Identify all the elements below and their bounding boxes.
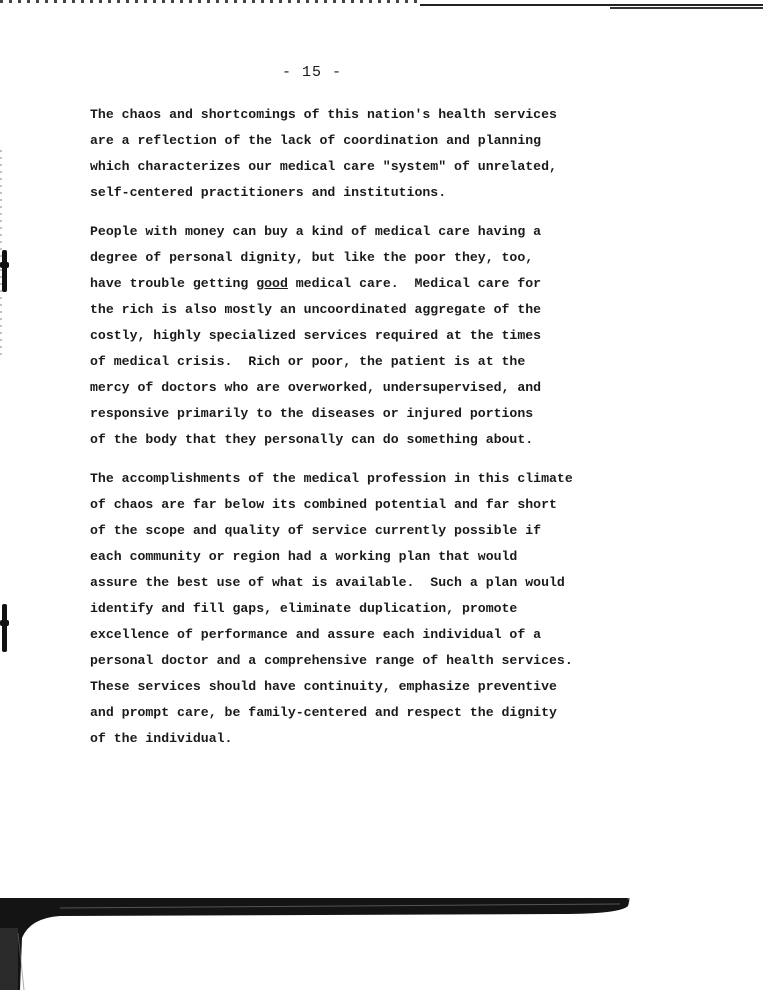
text-line: responsive primarily to the diseases or injured portions bbox=[90, 406, 534, 421]
text-line: The accomplishments of the medical profession in this climate bbox=[90, 471, 573, 486]
text-line: degree of personal dignity, but like the poor they, too, bbox=[90, 250, 534, 265]
text-line: of the scope and quality of service currently possible if bbox=[90, 523, 542, 538]
text-line: of the body that they personally can do something about. bbox=[90, 432, 534, 447]
paragraph bbox=[90, 102, 590, 206]
text-line: of chaos are far below its combined potential and far short bbox=[90, 497, 557, 512]
top-scan-edge bbox=[0, 0, 763, 12]
binding-mark-lower-tab bbox=[0, 620, 9, 626]
text-line: costly, highly specialized services required at the times bbox=[90, 328, 542, 343]
text-line: These services should have continuity, emphasize preventive bbox=[90, 679, 557, 694]
body-text bbox=[90, 102, 590, 765]
text-line: are a reflection of the lack of coordination and planning bbox=[90, 133, 542, 148]
text-line: The chaos and shortcomings of this nation's health services bbox=[90, 107, 557, 122]
page-number: - 15 - bbox=[282, 64, 343, 81]
paragraph bbox=[90, 466, 590, 752]
paragraph bbox=[90, 219, 590, 453]
scan-rule bbox=[420, 4, 763, 6]
text-line: personal doctor and a comprehensive range of health services. bbox=[90, 653, 573, 668]
text-line: which characterizes our medical care "system" of unrelated, bbox=[90, 159, 557, 174]
binding-mark-upper bbox=[2, 250, 7, 292]
text-line: mercy of doctors who are overworked, undersupervised, and bbox=[90, 380, 542, 395]
text-line: identify and fill gaps, eliminate duplication, promote bbox=[90, 601, 518, 616]
text-line: have trouble getting good medical care. Medical care for bbox=[90, 276, 542, 291]
text-line: the rich is also mostly an uncoordinated aggregate of the bbox=[90, 302, 542, 317]
text-line: and prompt care, be family-centered and respect the dignity bbox=[90, 705, 557, 720]
underlined-word: good bbox=[256, 276, 288, 291]
text-line: self-centered practitioners and institutions. bbox=[90, 185, 447, 200]
text-line: of the individual. bbox=[90, 731, 233, 746]
text-line: assure the best use of what is available. Such a plan would bbox=[90, 575, 565, 590]
bottom-scan-edge bbox=[0, 898, 763, 990]
scan-shadow-graphic bbox=[0, 898, 763, 990]
binding-mark-upper-tab bbox=[0, 262, 9, 268]
text-line: each community or region had a working plan that would bbox=[90, 549, 518, 564]
text-line: of medical crisis. Rich or poor, the patient is at the bbox=[90, 354, 526, 369]
scan-dots bbox=[0, 0, 420, 3]
text-line: People with money can buy a kind of medical care having a bbox=[90, 224, 542, 239]
text-line: excellence of performance and assure each individual of a bbox=[90, 627, 542, 642]
binding-mark-lower bbox=[2, 604, 7, 652]
scan-rule-secondary bbox=[610, 7, 763, 9]
